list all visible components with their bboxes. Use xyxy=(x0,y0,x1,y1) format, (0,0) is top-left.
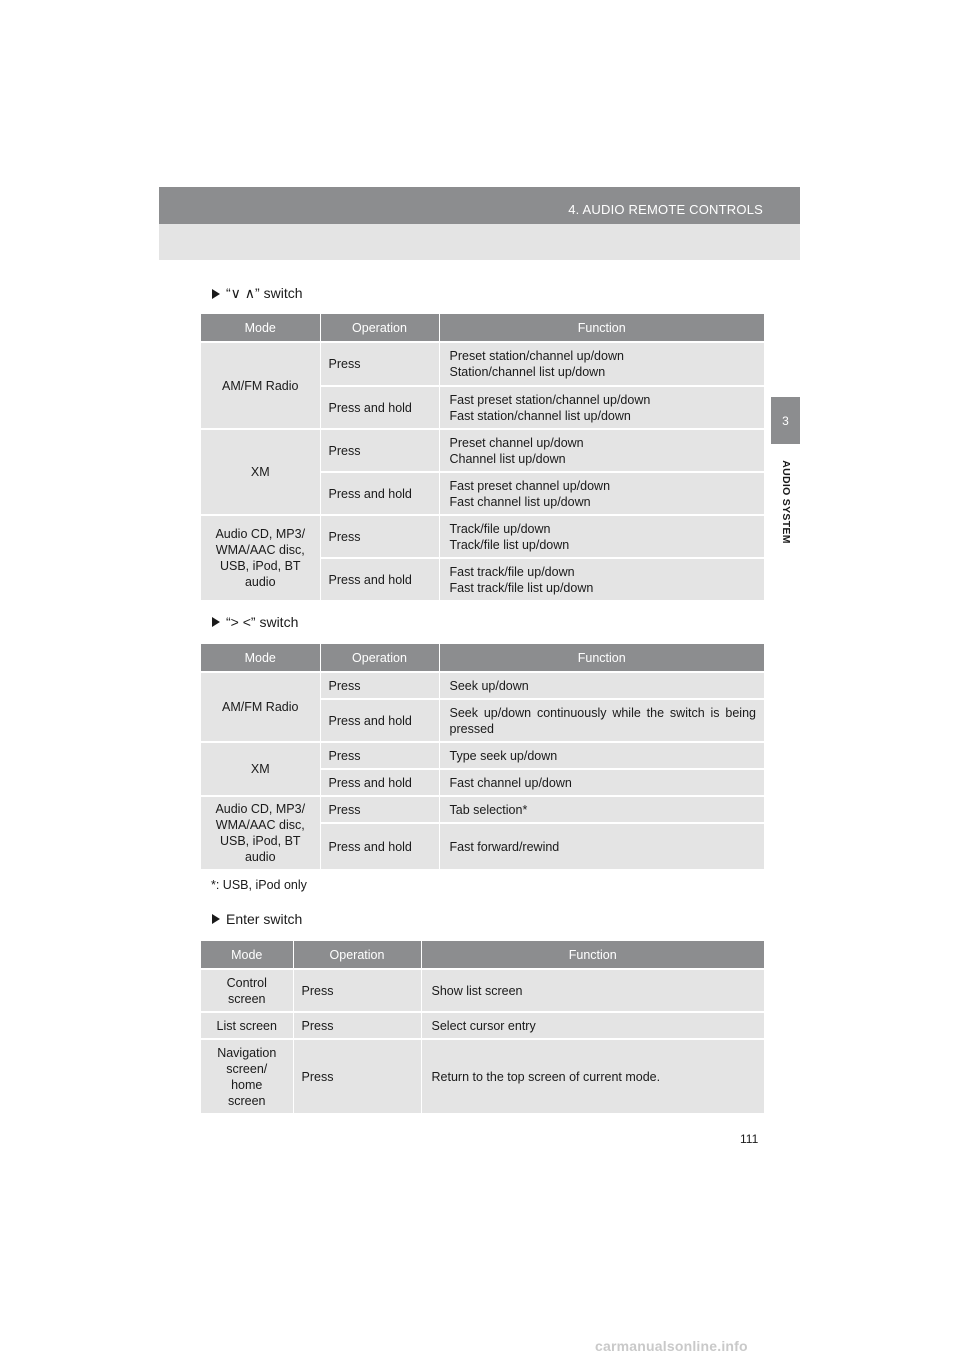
triangle-bullet-icon xyxy=(212,617,220,627)
seek-switch-title: “> <” switch xyxy=(226,614,299,630)
operation-cell: Press and hold xyxy=(320,699,439,742)
mode-line: Navigation xyxy=(217,1045,277,1060)
updown-switch-heading xyxy=(212,285,303,302)
section-title: 4. AUDIO REMOTE CONTROLS xyxy=(568,202,763,217)
operation-cell: Press xyxy=(320,742,439,769)
operation-cell: Press xyxy=(293,1039,421,1114)
table-header-row xyxy=(201,941,764,969)
operation-cell: Press xyxy=(293,1012,421,1039)
mode-line: Control xyxy=(226,975,267,990)
table-row xyxy=(201,342,764,386)
operation-cell: Press xyxy=(320,342,439,386)
function-line: Station/channel list up/down xyxy=(449,365,606,379)
chapter-tab-label xyxy=(771,447,800,557)
function-cell xyxy=(439,429,764,472)
table-row xyxy=(201,969,764,1012)
col-mode: Mode xyxy=(201,314,320,342)
col-function: Function xyxy=(439,644,764,672)
operation-cell: Press and hold xyxy=(320,472,439,515)
operation-cell: Press xyxy=(320,796,439,823)
col-function: Function xyxy=(421,941,764,969)
header-subbar xyxy=(159,224,800,260)
mode-cell xyxy=(201,515,320,601)
function-line: Track/file list up/down xyxy=(449,537,570,552)
enter-switch-title: Enter switch xyxy=(226,911,303,927)
col-function: Function xyxy=(439,314,764,342)
operation-cell: Press xyxy=(320,429,439,472)
chapter-tab-text: AUDIO SYSTEM xyxy=(779,460,792,544)
mode-cell: XM xyxy=(201,429,320,515)
table-row xyxy=(201,1012,764,1039)
function-cell xyxy=(439,386,764,429)
table-header-row xyxy=(201,314,764,342)
table-row xyxy=(201,742,764,769)
function-line: Channel list up/down xyxy=(449,451,566,466)
function-cell: Seek up/down continuously while the switch is being pressed xyxy=(439,699,764,742)
mode-line: audio xyxy=(244,850,276,864)
function-line: Fast preset station/channel up/down xyxy=(449,392,651,407)
mode-line: WMA/AAC disc, xyxy=(215,818,305,832)
updown-switch-table xyxy=(201,314,764,602)
table-row xyxy=(201,429,764,472)
operation-cell: Press xyxy=(320,515,439,558)
col-mode: Mode xyxy=(201,644,320,672)
mode-cell xyxy=(201,969,293,1012)
col-operation: Operation xyxy=(320,314,439,342)
page-number: 111 xyxy=(740,1132,759,1146)
mode-line: screen/ xyxy=(226,1061,268,1076)
enter-switch-table xyxy=(201,941,764,1115)
function-cell xyxy=(439,472,764,515)
function-cell: Fast forward/rewind xyxy=(439,823,764,870)
col-operation: Operation xyxy=(293,941,421,969)
mode-line: USB, iPod, BT xyxy=(219,559,301,573)
mode-line: home xyxy=(231,1077,263,1092)
function-cell: Show list screen xyxy=(421,969,764,1012)
function-cell: Select cursor entry xyxy=(421,1012,764,1039)
function-cell: Fast channel up/down xyxy=(439,769,764,796)
function-cell xyxy=(439,342,764,386)
col-operation: Operation xyxy=(320,644,439,672)
table-row xyxy=(201,515,764,558)
function-line: Fast channel list up/down xyxy=(449,494,591,509)
function-cell: Return to the top screen of current mode. xyxy=(421,1039,764,1114)
mode-cell: XM xyxy=(201,742,320,796)
watermark-text: carmanualsonline.info xyxy=(595,1338,748,1354)
function-line: Fast track/file list up/down xyxy=(449,580,594,595)
table-row xyxy=(201,796,764,823)
header-bar xyxy=(159,187,800,224)
mode-cell: List screen xyxy=(201,1012,293,1039)
mode-line: screen xyxy=(227,1093,266,1108)
function-line: Track/file up/down xyxy=(449,521,551,536)
operation-cell: Press and hold xyxy=(320,386,439,429)
chapter-tab-number: 3 xyxy=(771,397,800,444)
seek-switch-heading xyxy=(212,614,298,630)
function-line: Preset station/channel up/down xyxy=(449,349,624,363)
seek-switch-table xyxy=(201,644,764,871)
function-cell: Type seek up/down xyxy=(439,742,764,769)
triangle-bullet-icon xyxy=(212,289,220,299)
mode-cell: AM/FM Radio xyxy=(201,342,320,429)
operation-cell: Press and hold xyxy=(320,823,439,870)
operation-cell: Press and hold xyxy=(320,558,439,601)
function-cell: Tab selection* xyxy=(439,796,764,823)
mode-line: Audio CD, MP3/ xyxy=(215,802,306,816)
function-cell: Seek up/down xyxy=(439,672,764,699)
function-line: Fast station/channel list up/down xyxy=(449,408,631,423)
function-cell xyxy=(439,515,764,558)
mode-line: USB, iPod, BT xyxy=(219,834,301,848)
table-header-row xyxy=(201,644,764,672)
function-cell xyxy=(439,558,764,601)
function-line: Preset channel up/down xyxy=(449,435,584,450)
mode-line: screen xyxy=(227,991,266,1006)
mode-line: WMA/AAC disc, xyxy=(215,543,305,557)
mode-line: Audio CD, MP3/ xyxy=(215,527,306,541)
mode-line: audio xyxy=(244,575,276,589)
col-mode: Mode xyxy=(201,941,293,969)
operation-cell: Press xyxy=(293,969,421,1012)
table-row xyxy=(201,1039,764,1114)
enter-switch-heading xyxy=(212,911,302,927)
footnote: *: USB, iPod only xyxy=(211,878,307,892)
mode-cell xyxy=(201,796,320,870)
operation-cell: Press and hold xyxy=(320,769,439,796)
mode-cell: AM/FM Radio xyxy=(201,672,320,742)
table-row xyxy=(201,672,764,699)
operation-cell: Press xyxy=(320,672,439,699)
mode-cell xyxy=(201,1039,293,1114)
updown-switch-title: “∨ ∧” switch xyxy=(226,285,303,301)
triangle-bullet-icon xyxy=(212,914,220,924)
function-line: Fast track/file up/down xyxy=(449,564,575,579)
function-line: Fast preset channel up/down xyxy=(449,478,611,493)
